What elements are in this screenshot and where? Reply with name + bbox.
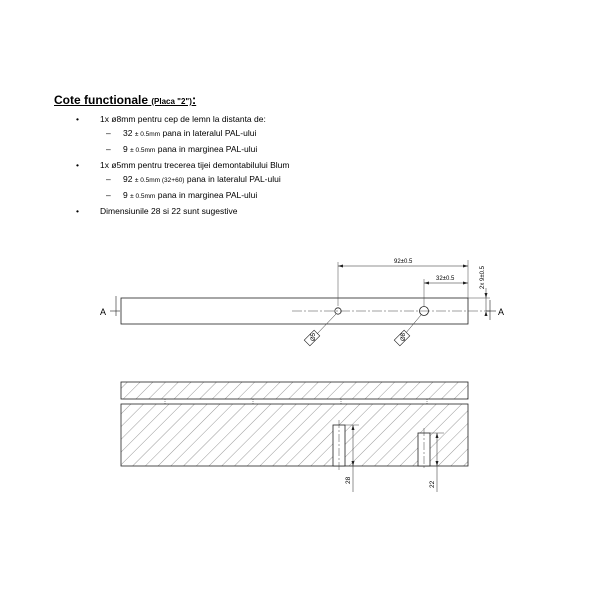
dimension-label-32: 32±0.5 bbox=[436, 276, 455, 282]
hole-large-label: Ø8 bbox=[401, 332, 407, 341]
dimension-label-edge: 2x 9±0.5 bbox=[480, 266, 486, 289]
depth-label-28: 28 bbox=[345, 476, 352, 484]
spec-item-note: • Dimensiunile 28 si 22 sunt sugestive bbox=[0, 204, 289, 218]
spec-subitem-blum-side: – 92 ± 0.5mm (32+60) pana in lateralul PAL-ului bbox=[0, 172, 289, 188]
title-subtitle: (Placa "2") bbox=[151, 97, 192, 106]
title-main: Cote functionale bbox=[54, 93, 149, 107]
depth-label-22: 22 bbox=[429, 480, 436, 488]
spec-item-blum-hole: • 1x ø5mm pentru trecerea tijei demontabilului Blum bbox=[0, 158, 289, 172]
section-mark-right: A bbox=[498, 307, 505, 317]
spec-item-dowel-hole: • 1x ø8mm pentru cep de lemn la distanta de: bbox=[0, 112, 289, 126]
hole-small-label: Ø5 bbox=[311, 332, 317, 341]
top-view bbox=[100, 259, 504, 346]
dimension-label-92: 92±0.5 bbox=[394, 259, 413, 265]
spec-subitem-dowel-edge: – 9 ± 0.5mm pana in marginea PAL-ului bbox=[0, 142, 289, 158]
section-top-strip bbox=[121, 382, 468, 399]
leader-small-hole bbox=[316, 314, 336, 335]
section-view bbox=[121, 382, 468, 492]
title-colon: : bbox=[191, 92, 197, 107]
spec-subitem-blum-edge: – 9 ± 0.5mm pana in marginea PAL-ului bbox=[0, 188, 289, 204]
leader-large-hole bbox=[405, 315, 421, 334]
section-mark-left: A bbox=[100, 307, 107, 317]
section-body bbox=[121, 404, 468, 466]
spec-subitem-dowel-side: – 32 ± 0.5mm pana in lateralul PAL-ului bbox=[0, 126, 289, 142]
